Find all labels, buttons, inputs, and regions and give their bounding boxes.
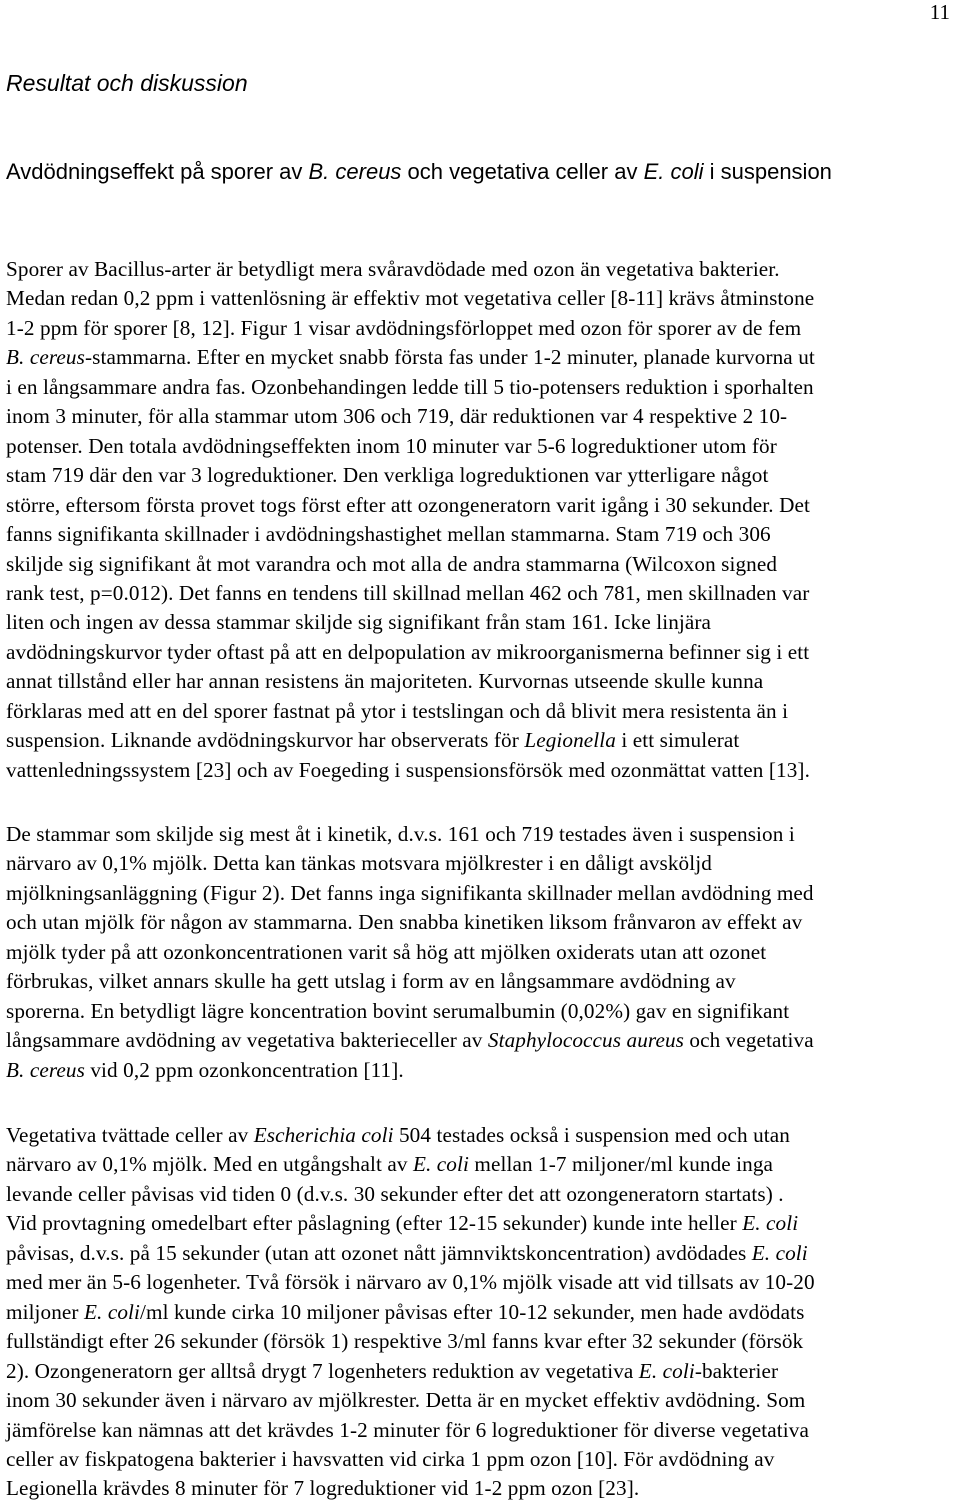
text-run: suspension. Liknande avdödningskurvor har observerats för [6,728,525,753]
italic-term: B. cereus [6,1057,85,1082]
text-line [6,938,956,967]
text-line [6,432,956,461]
text-line [6,908,956,937]
text-run: Vid provtagning omedelbart efter påslagning (efter 12-15 sekunder) kunde inte heller [6,1211,743,1236]
text-line [6,879,956,908]
italic-term: E. coli [638,1358,695,1383]
text-line [6,1416,956,1445]
text-line [6,1121,956,1150]
text-line [6,1239,956,1268]
text-line [6,1474,956,1503]
text-run: närvaro av 0,1% mjölk. Med en utgångshalt av [6,1152,413,1177]
text-run: liten och ingen av dessa stammar skiljde sig signifikant från stam 161. Icke linjära [6,610,712,635]
subheading-species-2: E. coli [643,159,704,184]
text-run: med mer än 5-6 logenheter. Två försök i närvaro av 0,1% mjölk visade att vid tillsats av 10-20 [6,1270,815,1295]
text-run: och vegetativa [683,1028,814,1053]
subheading [6,158,832,186]
text-run: mjölkningsanläggning (Figur 2). Det fanns inga signifikanta skillnader mellan avdödning med [6,880,814,905]
text-line [6,820,956,849]
italic-term: E. coli [412,1152,469,1177]
text-run: miljoner [6,1299,84,1324]
text-run: rank test, p=0.012). Det fanns en tendens till skillnad mellan 462 och 781, men skillnaden var [6,580,810,605]
text-run: sporerna. En betydligt lägre koncentration bovint serumalbumin (0,02%) gav en signifikant [6,998,790,1023]
page-number: 11 [929,0,950,24]
text-line [6,967,956,996]
text-run: förklaras med att en del sporer fastnat på ytor i testslingan och då blivit mera resistenta än i [6,698,789,723]
paragraph-1 [6,255,956,785]
text-run: 504 testades också i suspension med och utan [393,1123,790,1147]
text-run: De stammar som skiljde sig mest åt i kinetik, d.v.s. 161 och 719 testades även i suspension i [6,822,795,846]
text-run: mjölk tyder på att ozonkoncentrationen varit så hög att mjölken oxiderats utan att ozonet [6,939,767,964]
text-run: fanns signifikanta skillnader i avdödningshastighet mellan stammarna. Stam 719 och 306 [6,522,771,547]
text-line [6,255,956,284]
text-run: -stammarna. Efter en mycket snabb första fas under 1-2 minuter, planade kurvorna ut [84,345,815,370]
text-run: 2). Ozongeneratorn ger alltså drygt 7 logenheters reduktion av vegetativa [6,1358,639,1383]
text-run: Medan redan 0,2 ppm i vattenlösning är effektiv mot vegetativa celler [8-11] krävs åtminstone [6,286,815,311]
subheading-text-2: och vegetativa celler av [401,159,644,184]
text-run: /ml kunde cirka 10 miljoner påvisas efter 10-12 sekunder, men hade avdödats [140,1299,805,1324]
text-line [6,1298,956,1327]
text-line [6,1268,956,1297]
text-run: 1-2 ppm för sporer [8, 12]. Figur 1 visar avdödningsförloppet med ozon för sporer av de fem [6,315,802,340]
paragraph-3 [6,1121,956,1504]
subheading-text-3: i suspension [703,159,832,184]
text-run: Vegetativa tvättade celler av [6,1123,254,1147]
text-run: vid 0,2 ppm ozonkoncentration [11]. [84,1057,404,1082]
text-line [6,1026,956,1055]
text-line [6,638,956,667]
text-run: avdödningskurvor tyder oftast på att en delpopulation av mikroorganismerna befinner sig i ett [6,639,810,664]
text-line [6,726,956,755]
text-run: närvaro av 0,1% mjölk. Detta kan tänkas motsvara mjölkrester i en dåligt avsköljd [6,851,712,876]
text-run: mellan 1-7 miljoner/ml kunde inga [468,1152,774,1177]
text-run: celler av fiskpatogena bakterier i havsvatten vid cirka 1 ppm ozon [10]. För avdödning av [6,1446,775,1471]
text-line [6,1445,956,1474]
text-line [6,1180,956,1209]
text-line [6,1357,956,1386]
text-run: skiljde sig signifikant åt mot varandra och mot alla de andra stammarna (Wilcoxon signed [6,551,778,576]
text-line [6,667,956,696]
text-line [6,314,956,343]
text-line [6,1386,956,1415]
text-line [6,284,956,313]
italic-term: Legionella [524,728,616,753]
text-line [6,1056,956,1085]
text-run: vattenledningssystem [23] och av Foegeding i suspensionsförsök med ozonmättat vatten [13]. [6,757,810,782]
text-run: inom 30 sekunder även i närvaro av mjölkrester. Detta är en mycket effektiv avdödning. Som [6,1388,806,1413]
text-line [6,697,956,726]
text-line [6,491,956,520]
text-line [6,373,956,402]
italic-term: E. coli [751,1240,808,1265]
text-run: i ett simulerat [615,728,740,753]
subheading-text-1: Avdödningseffekt på sporer av [6,159,309,184]
text-run: inom 3 minuter, för alla stammar utom 306 och 719, där reduktionen var 4 respektive 2 10- [6,404,788,429]
text-run: i en långsammare andra fas. Ozonbehandingen ledde till 5 tio-potensers reduktion i sporhalten [6,374,814,399]
text-line [6,402,956,431]
text-run: levande celler påvisas vid tiden 0 (d.v.s. 30 sekunder efter det att ozongeneratorn startats) . [6,1181,784,1206]
text-line [6,461,956,490]
text-line [6,1150,956,1179]
italic-term: Staphylococcus aureus [487,1028,684,1053]
text-line [6,550,956,579]
text-run: större, eftersom första provet togs först efter att ozongeneratorn varit igång i 30 sekunder. Det [6,492,810,517]
text-line [6,1209,956,1238]
text-run: stam 719 där den var 3 logreduktioner. Den verkliga logreduktionen var ytterligare något [6,463,769,488]
section-title: Resultat och diskussion [6,70,248,96]
text-run: -bakterier [694,1358,779,1383]
paragraph-2 [6,820,956,1085]
text-line [6,343,956,372]
subheading-species-1: B. cereus [308,159,402,184]
text-line [6,579,956,608]
text-run: potenser. Den totala avdödningseffekten inom 10 minuter var 5-6 logreduktioner utom för [6,433,777,458]
text-run: påvisas, d.v.s. på 15 sekunder (utan att ozonet nått jämnviktskoncentration) avdödades [6,1240,752,1265]
italic-term: E. coli [742,1211,799,1236]
text-line [6,1327,956,1356]
italic-term: Escherichia coli [253,1123,394,1147]
text-run: jämförelse kan nämnas att det krävdes 1-2 minuter för 6 logreduktioner för diverse vegetativa [6,1417,809,1442]
text-run: fullständigt efter 26 sekunder (försök 1) respektive 3/ml fanns kvar efter 32 sekunder (försök [6,1329,804,1354]
text-line [6,520,956,549]
text-line [6,849,956,878]
text-run: förbrukas, vilket annars skulle ha gett utslag i form av en långsammare avdödning av [6,969,736,994]
italic-term: E. coli [83,1299,140,1324]
text-run: annat tillstånd eller har annan resistens än majoriteten. Kurvornas utseende skulle kunna [6,669,764,694]
text-line [6,756,956,785]
text-run: Legionella krävdes 8 minuter för 7 logreduktioner vid 1-2 ppm ozon [23]. [6,1476,640,1501]
text-line [6,997,956,1026]
text-run: och utan mjölk för någon av stammarna. Den snabba kinetiken liksom frånvaron av effekt av [6,910,803,935]
text-run: Sporer av Bacillus-arter är betydligt mera svåravdödade med ozon än vegetativa bakterier. [6,257,780,281]
italic-term: B. cereus [6,345,85,370]
text-run: långsammare avdödning av vegetativa bakterieceller av [6,1028,488,1053]
text-line [6,608,956,637]
